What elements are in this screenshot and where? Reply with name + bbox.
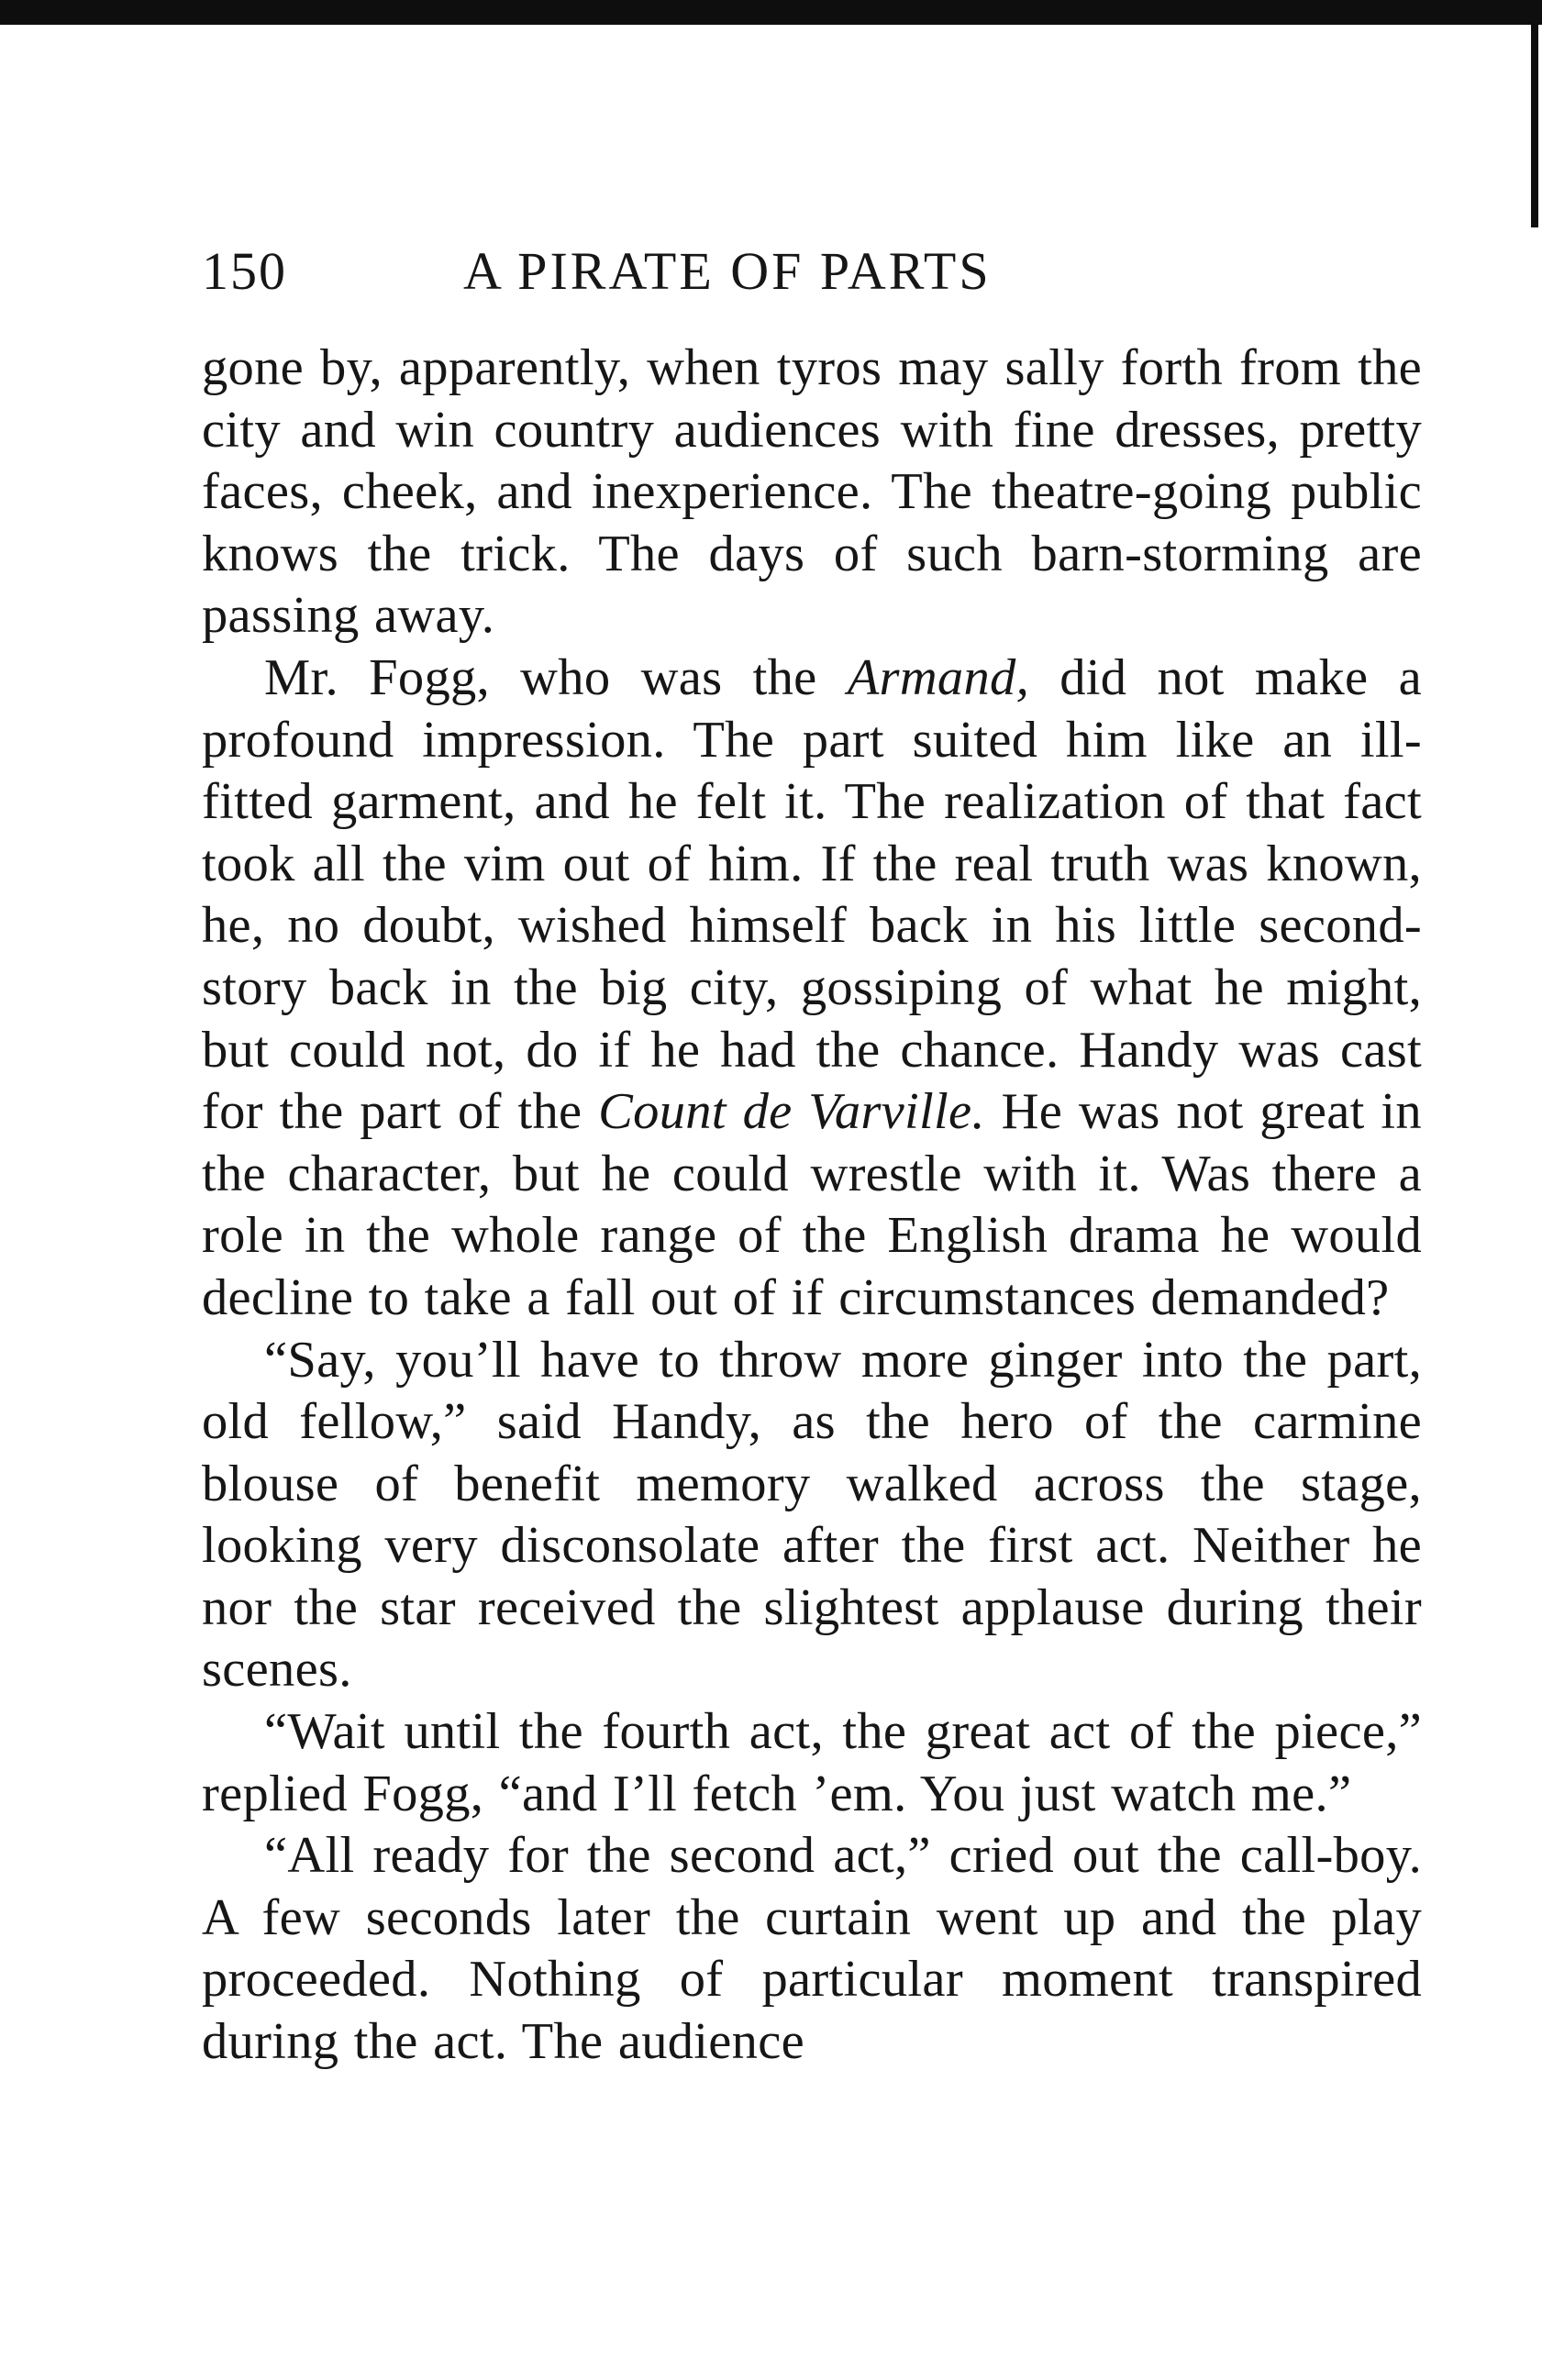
body-text <box>202 338 1422 2074</box>
text-run: He was not great in the character, but he could wrestle with it. Was there a role in the whole range of the English drama he would decline to take a fall out of if circumstances demanded? <box>202 1083 1422 1326</box>
text-run: did not make a profound impression. The part suited him like an ill-fitted garment, and he felt it. The realization of that fact took all the vim out of him. If the real truth was known, he, no doubt, wished himself back in his little second-story back in the big city, gossiping of what he might, but could not, do if he had the chance. Handy was cast for the part of the <box>202 648 1422 1141</box>
text-run: “Wait until the fourth act, the great act of the piece,” replied Fogg, “and I’ll fetch ’em. You just watch me.” <box>202 1703 1422 1822</box>
right-scan-border <box>1531 0 1538 227</box>
italic-text: Count de Varville. <box>598 1083 985 1141</box>
running-head <box>202 229 1422 312</box>
text-run: Mr. Fogg, who was the <box>264 648 848 706</box>
text-run: “Say, you’ll have to throw more ginger into the part, old fellow,” said Handy, as the hero of the carmine blouse of benefit memory walked across the stage, looking very disconsolate after the first act. Neither he nor the star received the slightest applause during their scenes. <box>202 1331 1422 1699</box>
italic-text: Armand, <box>847 648 1030 706</box>
paragraph <box>202 1701 1422 1825</box>
paragraph <box>202 338 1422 648</box>
paragraph <box>202 1330 1422 1702</box>
top-scan-border <box>0 0 1542 25</box>
running-title: A PIRATE OF PARTS <box>463 241 992 301</box>
book-page <box>202 229 1422 2074</box>
paragraph <box>202 648 1422 1330</box>
text-run: “All ready for the second act,” cried out the call-boy. A few seconds later the curtain went up and the play proceeded. Nothing of particular moment transpired during the act. The audience <box>202 1827 1422 2071</box>
text-run: gone by, apparently, when tyros may sally forth from the city and win country audiences with fine dresses, pretty faces, cheek, and inexperience. The theatre-going public knows the trick. The days of such barn-storming are passing away. <box>202 339 1422 645</box>
paragraph <box>202 1825 1422 2073</box>
page-number: 150 <box>202 241 287 301</box>
